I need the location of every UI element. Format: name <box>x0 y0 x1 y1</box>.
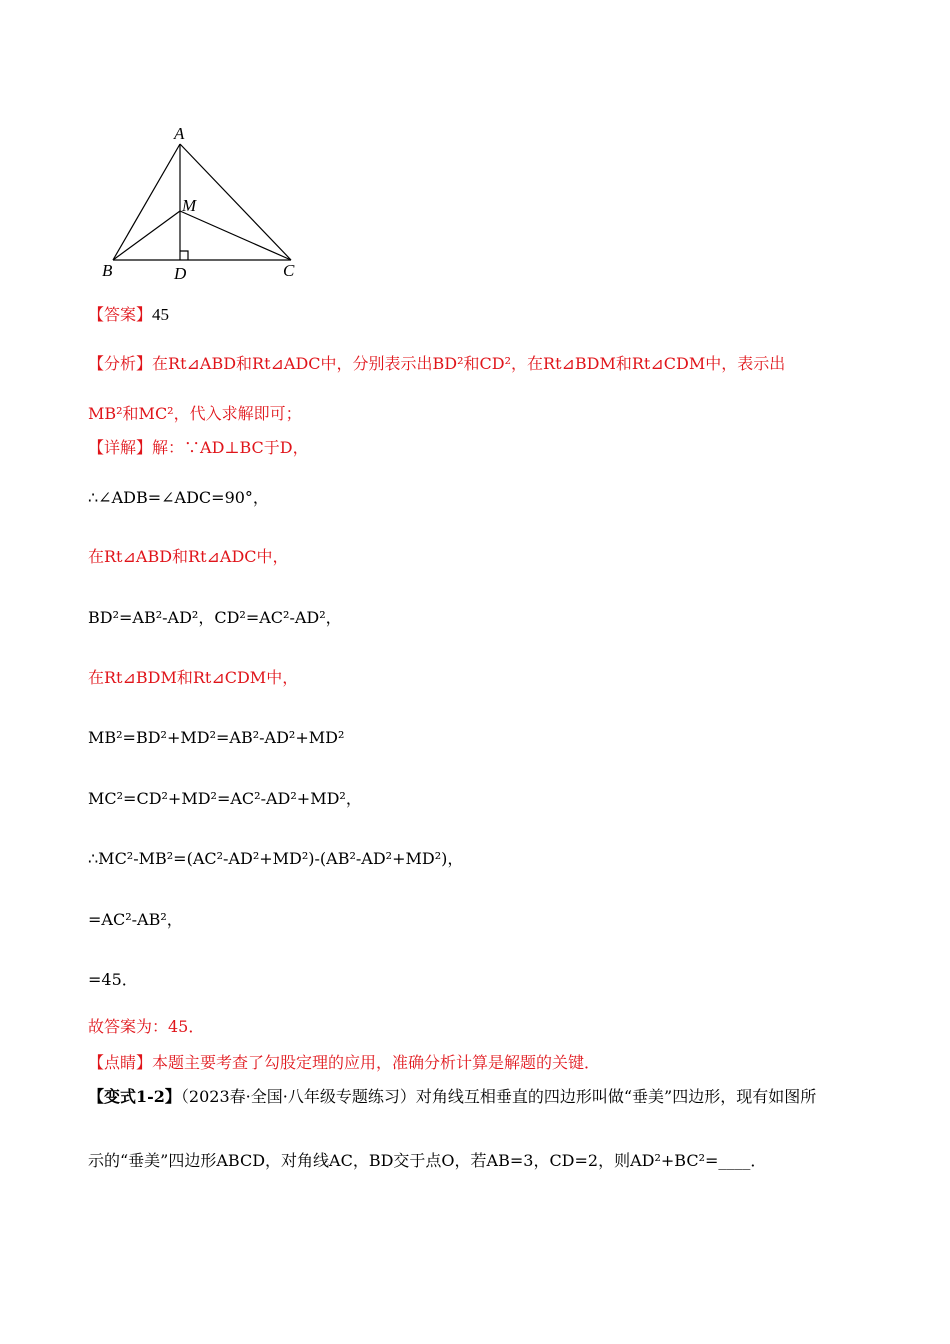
detail-step-9: =AC²-AB²， <box>88 910 183 929</box>
segment-cm <box>180 211 291 260</box>
segment-ab <box>113 144 180 260</box>
comment-line <box>88 1052 600 1074</box>
detail-step-4: BD²=AB²-AD²，CD²=AC²-AD²， <box>88 608 342 627</box>
detail-step-1: 解：∵AD⊥BC于D， <box>152 438 309 457</box>
analysis-tag: 【分析】 <box>88 354 153 373</box>
variant-tag: 【变式1-2】 <box>88 1087 181 1106</box>
right-angle-mark <box>180 251 188 260</box>
variant-line-2: 示的“垂美”四边形ABCD，对角线AC，BD交于点O，若AB=3，CD=2，则AD²+BC²=____． <box>88 1151 767 1170</box>
label-m: M <box>182 196 197 215</box>
analysis-line-1 <box>88 353 785 375</box>
segment-bm <box>113 211 180 260</box>
detail-step-5: 在Rt⊿BDM和Rt⊿CDM中， <box>88 668 299 687</box>
variant-text-1: 对角线互相垂直的四边形叫做“垂美”四边形，现有如图所 <box>415 1087 817 1106</box>
comment-tag: 【点睛】 <box>88 1053 153 1072</box>
label-d: D <box>174 264 187 283</box>
answer-line <box>88 304 169 326</box>
detail-step-6: MB²=BD²+MD²=AB²-AD²+MD² <box>88 728 345 747</box>
analysis-text-1: 在Rt⊿ABD和Rt⊿ADC中，分别表示出BD²和CD²，在Rt⊿BDM和Rt⊿CDM中，表示出 <box>152 354 786 373</box>
variant-line-1 <box>88 1086 816 1108</box>
label-a: A <box>174 124 185 143</box>
analysis-line-2: MB²和MC²，代入求解即可； <box>88 404 302 423</box>
label-c: C <box>283 261 295 280</box>
detail-step-10: =45． <box>88 970 138 989</box>
variant-source: （2023春·全国·八年级专题练习） <box>180 1087 416 1106</box>
detail-step-2: ∴∠ADB=∠ADC=90°， <box>88 488 269 507</box>
detail-step-7: MC²=CD²+MD²=AC²-AD²+MD²， <box>88 789 362 808</box>
triangle-figure <box>96 120 311 285</box>
triangle-diagram <box>96 120 311 285</box>
comment-text: 本题主要考查了勾股定理的应用，准确分析计算是解题的关键． <box>152 1053 601 1072</box>
detail-line-1 <box>88 437 309 459</box>
segment-ac <box>180 144 291 260</box>
detail-conclusion: 故答案为：45． <box>88 1017 205 1036</box>
detail-tag: 【详解】 <box>88 438 153 457</box>
label-b: B <box>102 261 113 280</box>
answer-tag: 【答案】 <box>88 305 153 324</box>
answer-value: 45 <box>152 305 170 324</box>
detail-step-8: ∴MC²-MB²=(AC²-AD²+MD²)-(AB²-AD²+MD²)， <box>88 849 464 868</box>
detail-step-3: 在Rt⊿ABD和Rt⊿ADC中， <box>88 547 289 566</box>
